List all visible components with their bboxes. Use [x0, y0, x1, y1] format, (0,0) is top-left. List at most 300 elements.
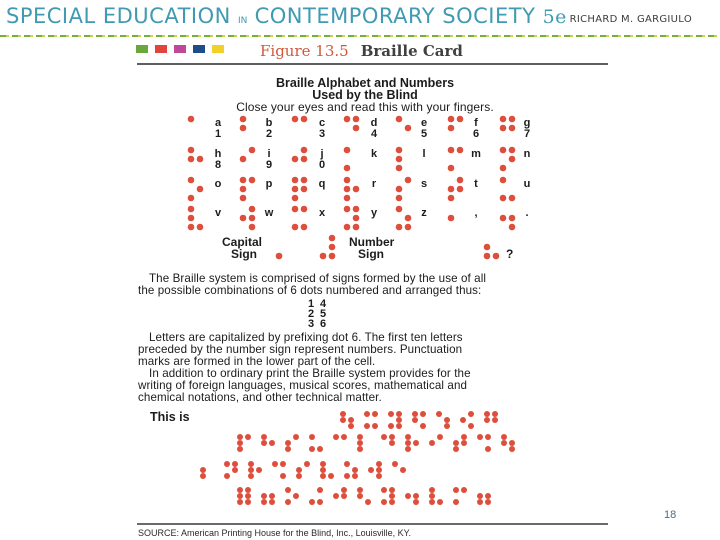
braille-dot — [457, 186, 464, 193]
braille-dot — [245, 499, 251, 505]
sample-braille-cell — [272, 461, 286, 479]
braille-dot — [188, 156, 195, 163]
braille-cell-s — [396, 177, 412, 202]
sample-braille-cell — [392, 461, 406, 473]
sample-braille-cell — [357, 487, 371, 505]
number-label: 9 — [265, 159, 273, 171]
figure-number: Figure 13.5 — [260, 42, 349, 60]
braille-dot — [364, 423, 370, 429]
number-label: 3 — [318, 128, 326, 140]
braille-dot — [405, 125, 412, 132]
card-heading-3: Close your eyes and read this with your fingers. — [236, 100, 494, 114]
braille-dot — [477, 499, 483, 505]
braille-dot — [276, 253, 283, 260]
braille-dot — [353, 224, 360, 231]
braille-dot — [240, 195, 247, 202]
letter-label: o — [214, 178, 222, 190]
braille-dot — [448, 186, 455, 193]
braille-dot — [381, 434, 387, 440]
braille-dot — [485, 493, 491, 499]
braille-dot — [372, 423, 378, 429]
braille-dot — [396, 206, 403, 213]
braille-dot — [280, 461, 286, 467]
dot-number-4: 4 — [320, 298, 327, 310]
sample-braille-cell — [333, 487, 347, 499]
braille-dot — [348, 423, 354, 429]
braille-dot — [485, 499, 491, 505]
braille-cell-n — [500, 147, 516, 172]
braille-dot — [309, 434, 315, 440]
number-label: 2 — [265, 128, 273, 140]
letter-label: n — [523, 148, 531, 160]
braille-dot — [500, 195, 507, 202]
braille-dot — [333, 434, 339, 440]
book-title: SPECIAL EDUCATION IN CONTEMPORARY SOCIETY 5e — [6, 4, 567, 28]
braille-dot — [500, 116, 507, 123]
color-swatch — [193, 45, 205, 53]
braille-dot — [388, 411, 394, 417]
braille-cell-e — [396, 116, 412, 132]
sample-braille-cell — [340, 411, 354, 429]
braille-dot — [405, 224, 412, 231]
braille-dot — [448, 116, 455, 123]
braille-dot — [357, 446, 363, 452]
braille-dot — [261, 499, 267, 505]
letter-label: f — [474, 117, 478, 129]
braille-dot — [237, 487, 243, 493]
braille-dot — [280, 473, 286, 479]
braille-cell-l — [396, 147, 403, 172]
braille-cell-i — [240, 147, 256, 163]
letter-label: g — [523, 117, 531, 129]
dot-number-1: 1 — [308, 298, 315, 310]
braille-dot — [448, 165, 455, 172]
braille-dot — [396, 116, 403, 123]
braille-dot — [317, 487, 323, 493]
paragraph-2-line-1: Letters are capitalized by prefixing dot 6. The first ten letters — [149, 331, 463, 344]
dot-number-5: 5 — [320, 308, 327, 320]
paragraph-3-line-3: chemical notations, and other technical matter. — [138, 391, 382, 404]
number-sign-label-1: Number — [349, 235, 395, 249]
braille-dot — [509, 195, 516, 202]
braille-dot — [237, 440, 243, 446]
color-swatch — [136, 45, 148, 53]
letter-label: r — [371, 178, 377, 190]
letter-label: l — [422, 148, 426, 160]
braille-dot — [396, 165, 403, 172]
braille-dot — [245, 434, 251, 440]
braille-dot — [461, 434, 467, 440]
braille-dot — [301, 147, 308, 154]
braille-dot — [197, 224, 204, 231]
braille-dot — [501, 434, 507, 440]
braille-dot — [329, 235, 336, 242]
braille-dot — [256, 467, 262, 473]
braille-cell-p — [240, 177, 256, 202]
number-label: 5 — [420, 128, 428, 140]
braille-dot — [248, 467, 254, 473]
header-stripe — [0, 35, 720, 37]
sample-braille-cell — [200, 467, 206, 479]
braille-dot — [509, 147, 516, 154]
braille-dot — [396, 417, 402, 423]
braille-dot — [301, 116, 308, 123]
letter-label: w — [264, 207, 274, 219]
braille-dot — [292, 195, 299, 202]
braille-dot — [188, 224, 195, 231]
braille-dot — [461, 487, 467, 493]
braille-dot — [389, 434, 395, 440]
braille-dot — [396, 156, 403, 163]
braille-dot — [224, 461, 230, 467]
sample-braille-cell — [405, 434, 419, 452]
paragraph-1-line-1: The Braille system is comprised of signs formed by the use of all — [149, 272, 487, 285]
braille-dot — [340, 411, 346, 417]
this-is-label: This is — [150, 410, 190, 424]
braille-dot — [249, 215, 256, 222]
number-label: 4 — [370, 128, 378, 140]
braille-dot — [237, 493, 243, 499]
braille-dot — [344, 195, 351, 202]
sample-braille-cell — [388, 411, 402, 429]
sample-braille-cell — [357, 434, 363, 452]
braille-dot — [405, 434, 411, 440]
sample-braille-cell — [224, 461, 238, 479]
braille-dot — [448, 125, 455, 132]
braille-dot — [381, 487, 387, 493]
book-author: RICHARD M. GARGIULO — [569, 14, 692, 25]
paragraph-1-line-2: the possible combinations of 6 dots numbered and arranged thus: — [138, 284, 482, 297]
sample-braille-cell — [368, 461, 382, 479]
braille-dot — [389, 499, 395, 505]
letter-label: z — [421, 207, 427, 219]
braille-dot — [396, 423, 402, 429]
braille-dot — [309, 446, 315, 452]
braille-dot — [344, 461, 350, 467]
letter-label: b — [265, 117, 273, 129]
sample-braille-cell — [237, 434, 251, 452]
capital-sign-label-2: Sign — [231, 247, 257, 261]
braille-dot — [301, 177, 308, 184]
braille-dot — [237, 499, 243, 505]
braille-dot — [501, 440, 507, 446]
braille-dot — [396, 224, 403, 231]
braille-dot — [269, 440, 275, 446]
braille-dot — [357, 434, 363, 440]
braille-dot — [376, 467, 382, 473]
braille-dot — [477, 434, 483, 440]
braille-dot — [296, 473, 302, 479]
sample-braille-cell — [484, 411, 498, 423]
braille-dot — [457, 116, 464, 123]
braille-dot — [396, 186, 403, 193]
sample-braille-cell — [309, 487, 323, 505]
braille-cell-b — [240, 116, 247, 132]
braille-cell-t — [448, 177, 464, 202]
braille-cell-d — [344, 116, 360, 132]
braille-dot — [344, 147, 351, 154]
slide-header — [0, 0, 720, 36]
braille-dot — [413, 493, 419, 499]
braille-dot — [240, 215, 247, 222]
letter-label: , — [474, 207, 478, 219]
braille-dot — [372, 411, 378, 417]
braille-dot — [357, 493, 363, 499]
braille-dot — [188, 177, 195, 184]
braille-dot — [245, 493, 251, 499]
question-mark-cell — [484, 244, 500, 260]
letter-label: a — [214, 117, 222, 129]
sample-braille-cell — [309, 434, 323, 452]
braille-dot — [396, 411, 402, 417]
braille-dot — [292, 116, 299, 123]
braille-dot — [412, 411, 418, 417]
sample-braille-cell — [453, 434, 467, 452]
braille-dot — [389, 487, 395, 493]
braille-cell-w — [240, 206, 256, 231]
braille-dot — [396, 147, 403, 154]
braille-dot — [500, 147, 507, 154]
braille-dot — [412, 417, 418, 423]
braille-dot — [405, 493, 411, 499]
braille-dot — [296, 467, 302, 473]
braille-dot — [396, 195, 403, 202]
figure-rule — [137, 63, 608, 65]
braille-cell-p — [448, 215, 455, 222]
braille-dot — [261, 493, 267, 499]
braille-dot — [197, 186, 204, 193]
braille-dot — [340, 417, 346, 423]
braille-dot — [344, 206, 351, 213]
letter-label: v — [214, 207, 222, 219]
paragraph-2-line-2: preceded by the number sign represent numbers. Punctuation — [138, 343, 463, 356]
letter-label: e — [420, 117, 428, 129]
braille-dot — [444, 417, 450, 423]
braille-dot — [344, 186, 351, 193]
number-label: 1 — [214, 128, 222, 140]
sample-braille-cell — [285, 487, 299, 505]
braille-cell-o — [188, 177, 204, 202]
color-swatch — [212, 45, 224, 53]
braille-dot — [301, 156, 308, 163]
braille-dot — [301, 206, 308, 213]
braille-dot — [436, 411, 442, 417]
sample-braille-cell — [344, 461, 358, 479]
braille-dot — [353, 125, 360, 132]
letter-label: h — [214, 148, 222, 160]
braille-dot — [468, 423, 474, 429]
sample-braille-cell — [412, 411, 426, 429]
braille-dot — [285, 446, 291, 452]
braille-dot — [448, 215, 455, 222]
braille-dot — [285, 487, 291, 493]
braille-dot — [405, 177, 412, 184]
sample-braille-cell — [429, 434, 443, 446]
braille-dot — [249, 147, 256, 154]
braille-dot — [240, 156, 247, 163]
braille-cell-u — [500, 177, 516, 202]
braille-dot — [333, 493, 339, 499]
braille-cell-r — [344, 177, 360, 202]
letter-label: q — [318, 178, 326, 190]
braille-dot — [353, 215, 360, 222]
braille-dot — [429, 499, 435, 505]
braille-dot — [344, 177, 351, 184]
number-sign-label-2: Sign — [358, 247, 384, 261]
braille-cell-j — [292, 147, 308, 163]
sample-braille-cell — [320, 461, 334, 479]
braille-dot — [344, 165, 351, 172]
braille-dot — [353, 186, 360, 193]
braille-dot — [341, 487, 347, 493]
braille-dot — [460, 417, 466, 423]
braille-dot — [240, 186, 247, 193]
braille-dot — [484, 411, 490, 417]
braille-dot — [320, 461, 326, 467]
card-heading-2: Used by the Blind — [312, 88, 418, 102]
number-label: 8 — [214, 159, 222, 171]
braille-dot — [484, 244, 491, 251]
braille-cell-q — [292, 177, 308, 202]
braille-cell-m — [448, 147, 464, 172]
braille-cell-k — [344, 147, 351, 172]
braille-dot — [293, 493, 299, 499]
braille-cell-g — [500, 116, 516, 132]
sample-braille-cell — [248, 461, 262, 479]
braille-dot — [200, 467, 206, 473]
braille-dot — [320, 253, 327, 260]
braille-dot — [364, 411, 370, 417]
braille-dot — [240, 125, 247, 132]
braille-dot — [413, 499, 419, 505]
braille-dot — [329, 244, 336, 251]
sample-braille-cell — [436, 411, 450, 429]
letter-label: c — [318, 117, 326, 129]
braille-cell-f — [448, 116, 464, 132]
figure-label — [260, 42, 463, 60]
braille-dot — [301, 186, 308, 193]
braille-dot — [293, 434, 299, 440]
braille-dot — [493, 253, 500, 260]
capital-sign-cell — [276, 253, 283, 260]
braille-dot — [420, 411, 426, 417]
braille-cell-h — [188, 147, 204, 163]
letter-label: u — [523, 178, 531, 190]
braille-dot — [292, 186, 299, 193]
source-citation: SOURCE: American Printing House for the Blind, Inc., Louisville, KY. — [138, 528, 411, 538]
card-heading-1: Braille Alphabet and Numbers — [275, 76, 455, 90]
braille-dot — [249, 177, 256, 184]
braille-dot — [352, 467, 358, 473]
braille-dot — [492, 417, 498, 423]
number-label: 7 — [523, 128, 531, 140]
braille-dot — [392, 461, 398, 467]
braille-dot — [245, 487, 251, 493]
number-sign-cell — [320, 235, 336, 260]
braille-dot — [188, 147, 195, 154]
braille-dot — [240, 177, 247, 184]
braille-dot — [484, 253, 491, 260]
letter-label: k — [370, 148, 378, 160]
braille-dot — [341, 493, 347, 499]
braille-dot — [188, 195, 195, 202]
braille-dot — [309, 499, 315, 505]
braille-dot — [405, 215, 412, 222]
braille-dot — [468, 411, 474, 417]
braille-dot — [400, 467, 406, 473]
sample-braille-cell — [477, 434, 491, 452]
braille-dot — [485, 446, 491, 452]
braille-dot — [429, 487, 435, 493]
braille-dot — [444, 423, 450, 429]
braille-dot — [457, 177, 464, 184]
braille-dot — [197, 156, 204, 163]
braille-dot — [261, 434, 267, 440]
letter-label: t — [474, 178, 478, 190]
source-rule — [137, 523, 608, 525]
sample-braille-cell — [381, 434, 395, 446]
braille-dot — [237, 446, 243, 452]
braille-dot — [341, 434, 347, 440]
letter-label: d — [370, 117, 378, 129]
braille-dot — [484, 417, 490, 423]
braille-dot — [485, 434, 491, 440]
braille-dot — [224, 473, 230, 479]
braille-dot — [365, 499, 371, 505]
dot-number-3: 3 — [308, 318, 315, 330]
braille-dot — [292, 177, 299, 184]
paragraph-3-line-2: writing of foreign languages, musical scores, mathematical and — [138, 379, 468, 392]
dot-number-2: 2 — [308, 308, 315, 320]
sample-braille-cell — [261, 493, 275, 505]
braille-dot — [188, 215, 195, 222]
paragraph-3-line-1: In addition to ordinary print the Braille system provides for the — [149, 367, 471, 380]
sample-braille-cell — [285, 434, 299, 452]
braille-cell-p — [500, 215, 516, 231]
braille-dot — [317, 499, 323, 505]
sample-braille-cell — [453, 487, 467, 505]
braille-dot — [344, 224, 351, 231]
letter-label: y — [370, 207, 378, 219]
braille-dot — [200, 473, 206, 479]
braille-dot — [272, 461, 278, 467]
sample-braille-cell — [429, 487, 443, 505]
sample-braille-cell — [501, 434, 515, 452]
braille-dot — [357, 487, 363, 493]
color-swatch — [155, 45, 167, 53]
braille-dot — [500, 215, 507, 222]
braille-dot — [429, 493, 435, 499]
braille-dot — [453, 487, 459, 493]
number-label: 6 — [472, 128, 480, 140]
braille-dot — [448, 147, 455, 154]
braille-dot — [249, 206, 256, 213]
braille-dot — [352, 473, 358, 479]
sample-braille-cell — [261, 434, 275, 446]
braille-dot — [232, 461, 238, 467]
braille-dot — [405, 440, 411, 446]
braille-dot — [509, 215, 516, 222]
paragraph-2-line-3: marks are formed in the lower part of the cell. — [138, 355, 376, 368]
braille-dot — [237, 434, 243, 440]
page-number: 18 — [664, 509, 677, 521]
braille-dot — [292, 224, 299, 231]
braille-dot — [477, 493, 483, 499]
braille-dot — [448, 195, 455, 202]
braille-dot — [368, 467, 374, 473]
braille-dot — [413, 440, 419, 446]
braille-dot — [509, 125, 516, 132]
